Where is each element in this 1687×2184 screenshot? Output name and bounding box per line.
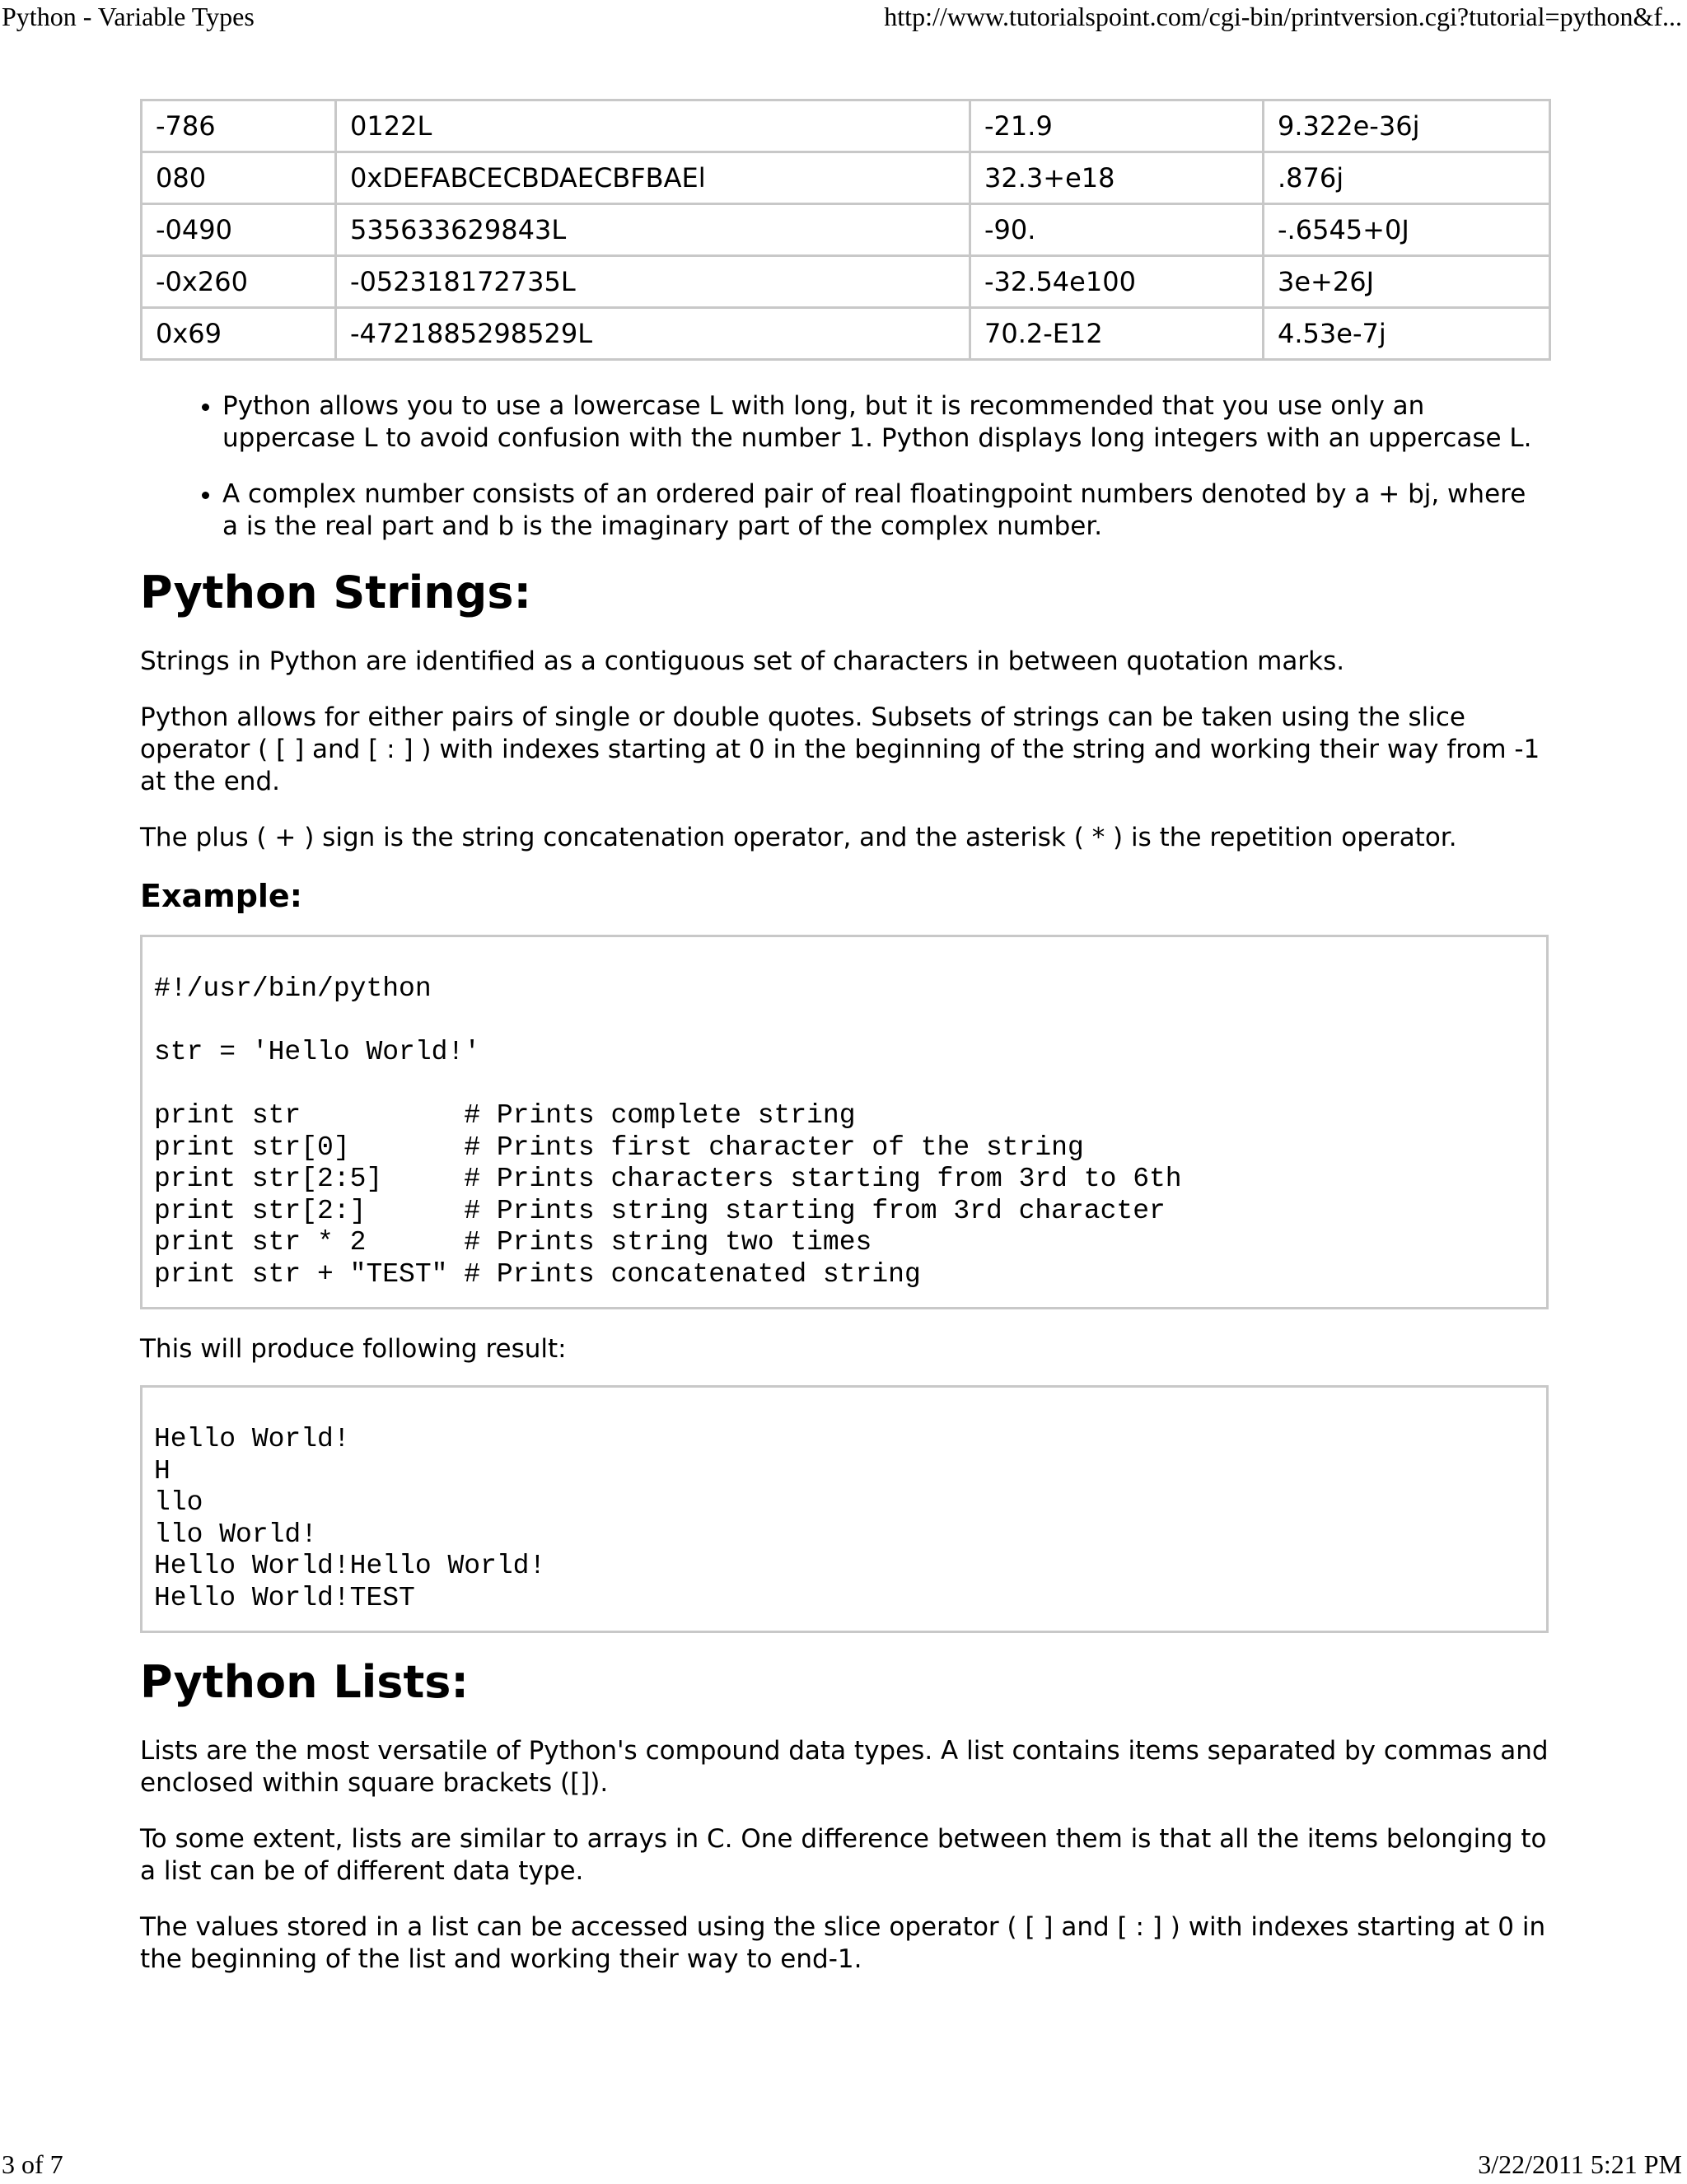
code-line: print str[2:] # Prints string starting from 3rd character [154, 1195, 1166, 1226]
code-line: print str[2:5] # Prints characters starting from 3rd to 6th [154, 1164, 1182, 1194]
table-cell: -21.9 [970, 100, 1264, 152]
page-content [140, 99, 1549, 1976]
list-item: • Python allows you to use a lowercase L with long, but it is recommended that you use only an uppercase L to avoid confusion with the number 1. Python displays long integers with an uppercase L. [222, 390, 1549, 455]
number-types-table [140, 99, 1551, 361]
code-line: str = 'Hello World!' [154, 1037, 481, 1067]
paragraph: Lists are the most versatile of Python's compound data types. A list contains items separated by commas and enclosed within square brackets ([]). [140, 1736, 1549, 1798]
table-cell: .876j [1264, 152, 1550, 204]
code-line: print str + "TEST" # Prints concatenated string [154, 1258, 921, 1290]
table-row [142, 204, 1550, 256]
table-cell: -90. [970, 204, 1264, 256]
table-cell: 3e+26J [1264, 256, 1550, 308]
paragraph: Python allows for either pairs of single or double quotes. Subsets of strings can be taken using the slice operator ( [ ] and [ : ] ) with indexes starting at 0 in the beginning of the string and working their way from -1 at the end. [140, 702, 1540, 796]
print-datetime: 3/22/2011 5:21 PM [1478, 2149, 1682, 2179]
code-line: #!/usr/bin/python [154, 973, 432, 1004]
table-cell: 0122L [336, 100, 970, 152]
table-cell: 080 [142, 152, 336, 204]
paragraph: To some extent, lists are similar to arrays in C. One difference between them is that all the items belonging to a list can be of different data type. [140, 1824, 1547, 1886]
code-line: print str[0] # Prints first character of the string [154, 1132, 1084, 1163]
example-heading: Example: [140, 878, 302, 914]
table-cell: 0xDEFABCECBDAECBFBAEl [336, 152, 970, 204]
output-line: llo [154, 1487, 203, 1518]
code-line: print str * 2 # Prints string two times [154, 1227, 872, 1258]
code-example [140, 935, 1549, 1309]
table-cell: 70.2-E12 [970, 308, 1264, 360]
code-output [140, 1385, 1549, 1633]
table-row [142, 152, 1550, 204]
output-line: llo World! [154, 1519, 318, 1550]
table-cell: 4.53e-7j [1264, 308, 1550, 360]
code-line [154, 1006, 1535, 1038]
notes-list [140, 390, 1549, 543]
table-cell: 9.322e-36j [1264, 100, 1550, 152]
table-cell: -786 [142, 100, 336, 152]
print-header [0, 0, 1687, 36]
table-cell: -4721885298529L [336, 308, 970, 360]
table-cell: 535633629843L [336, 204, 970, 256]
code-line [154, 1069, 1535, 1101]
output-line: Hello World!Hello World! [154, 1551, 546, 1581]
code-line: print str # Prints complete string [154, 1100, 856, 1131]
table-cell: -.6545+0J [1264, 204, 1550, 256]
table-row [142, 308, 1550, 360]
page-number: 3 of 7 [2, 2149, 63, 2179]
output-line: H [154, 1455, 171, 1486]
output-line: Hello World! [154, 1424, 350, 1454]
output-line: Hello World!TEST [154, 1582, 415, 1613]
table-row [142, 100, 1550, 152]
table-cell: -32.54e100 [970, 256, 1264, 308]
table-cell: -052318172735L [336, 256, 970, 308]
table-row [142, 256, 1550, 308]
paragraph: The plus ( + ) sign is the string concatenation operator, and the asterisk ( * ) is the repetition operator. [140, 823, 1457, 852]
section-heading-lists: Python Lists: [140, 1656, 469, 1708]
table-cell: -0490 [142, 204, 336, 256]
table-cell: 0x69 [142, 308, 336, 360]
paragraph: Strings in Python are identified as a contiguous set of characters in between quotation marks. [140, 646, 1345, 676]
paragraph: The values stored in a list can be accessed using the slice operator ( [ ] and [ : ] ) with indexes starting at 0 in the beginning of the list and working their way to end-1. [140, 1912, 1546, 1974]
page-title: Python - Variable Types [2, 2, 255, 31]
list-item: • A complex number consists of an ordered pair of real floatingpoint numbers denoted by a + bj, where a is the real part and b is the imaginary part of the complex number. [222, 478, 1549, 543]
section-heading-strings: Python Strings: [140, 567, 532, 618]
page-url: http://www.tutorialspoint.com/cgi-bin/printversion.cgi?tutorial=python&f... [884, 2, 1682, 31]
result-intro: This will produce following result: [140, 1334, 567, 1364]
print-footer [0, 2148, 1687, 2184]
table-cell: -0x260 [142, 256, 336, 308]
table-cell: 32.3+e18 [970, 152, 1264, 204]
